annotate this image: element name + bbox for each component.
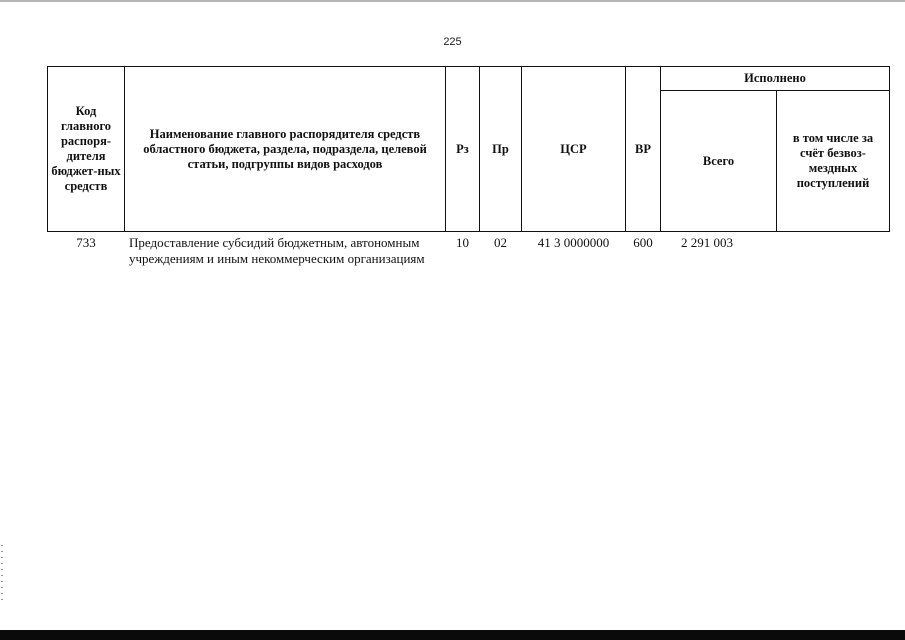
cell-rz: 10 (456, 235, 469, 250)
bottom-scan-bar (0, 630, 905, 640)
header-pr: Пр (480, 67, 522, 232)
header-row-top (48, 67, 890, 91)
top-edge-rule (0, 0, 905, 2)
header-gratuitous: в том числе за счёт безвоз-мездных поступлений (777, 91, 890, 232)
cell-pr: 02 (494, 235, 507, 250)
header-vr: ВР (626, 67, 661, 232)
header-code: Код главного распоря-дителя бюджет-ных средств (48, 67, 125, 232)
page-number: 225 (443, 36, 462, 48)
cell-gratuitous (777, 232, 890, 268)
table-row (48, 232, 890, 268)
header-csr: ЦСР (522, 67, 626, 232)
header-name: Наименование главного распорядителя средств областного бюджета, раздела, подраздела, целевой статьи, подгруппы видов расходов (125, 67, 446, 232)
cell-csr: 41 3 0000000 (537, 235, 610, 250)
header-executed: Исполнено (661, 67, 890, 91)
cell-code: 733 (76, 235, 96, 250)
cell-name: Предоставление субсидий бюджетным, автономным учреждениям и иным некоммерческим организациям (129, 235, 425, 266)
budget-execution-table (47, 66, 890, 267)
cell-total: 2 291 003 (681, 235, 733, 250)
scan-edge-specks (1, 545, 3, 605)
header-rz: Рз (446, 67, 480, 232)
header-total: Всего (661, 91, 777, 232)
cell-vr: 600 (633, 235, 653, 250)
